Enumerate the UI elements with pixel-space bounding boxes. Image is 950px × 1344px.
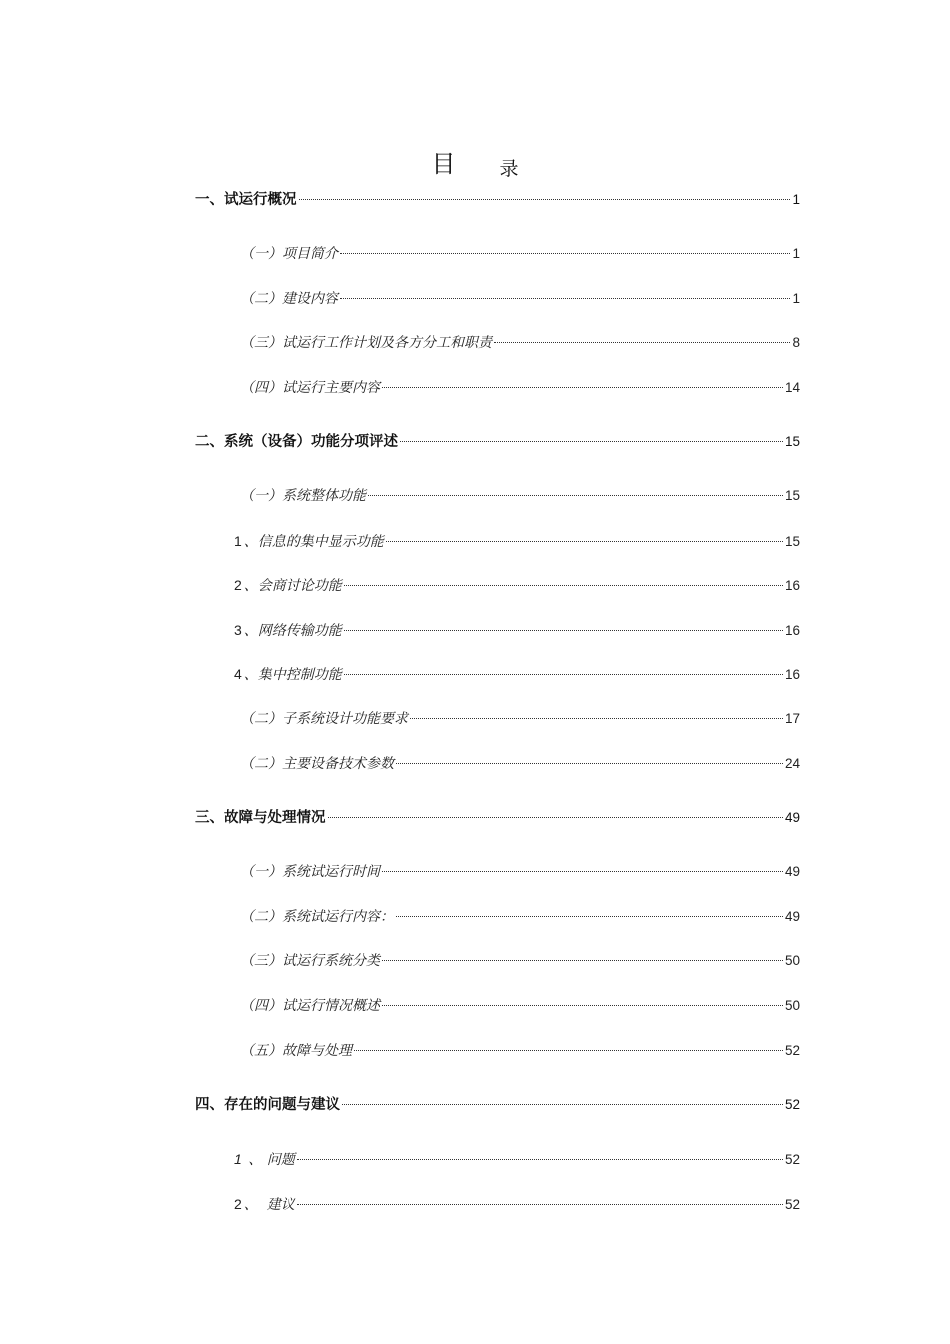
- dot-leader: [328, 817, 783, 818]
- toc-entry-page: 15: [784, 488, 800, 503]
- toc-entry-label: （四）试运行情况概述: [240, 998, 380, 1014]
- dot-leader: [410, 718, 783, 719]
- toc-entry-section-4[interactable]: [195, 1094, 800, 1116]
- toc-entry-item[interactable]: [234, 619, 800, 641]
- dot-leader: [382, 871, 783, 872]
- toc-entry-page: 1: [792, 246, 800, 261]
- toc-entry-label: 、 问题: [243, 1152, 295, 1168]
- toc-entry-page: 52: [784, 1097, 800, 1112]
- dot-leader: [354, 1050, 783, 1051]
- toc-entry-number: 1: [234, 1151, 242, 1167]
- toc-entry-label: 一、试运行概况: [195, 192, 297, 208]
- toc-entry-page: 16: [784, 623, 800, 638]
- toc-entry-section-3[interactable]: [195, 807, 800, 829]
- toc-entry-label: （三）试运行工作计划及各方分工和职责: [240, 335, 492, 351]
- toc-entry-subsection[interactable]: [240, 243, 800, 265]
- dot-leader: [382, 1005, 783, 1006]
- dot-leader: [396, 763, 783, 764]
- dot-leader: [344, 585, 783, 586]
- dot-leader: [344, 674, 783, 675]
- toc-entry-subsection[interactable]: [240, 950, 800, 972]
- toc-entry-page: 16: [784, 667, 800, 682]
- toc-title-char-2: 录: [499, 158, 519, 180]
- toc-entry-page: 8: [792, 335, 800, 350]
- toc-entry-item[interactable]: [234, 574, 800, 596]
- toc-entry-number: 1: [234, 533, 242, 549]
- toc-entry-number: 2: [234, 577, 242, 593]
- toc-entry-number: 3: [234, 622, 242, 638]
- toc-entry-page: 16: [784, 578, 800, 593]
- toc-entry-page: 1: [792, 291, 800, 306]
- dot-leader: [382, 387, 783, 388]
- toc-entry-label: （四）试运行主要内容: [240, 380, 380, 396]
- toc-entry-item[interactable]: [234, 530, 800, 552]
- toc-entry-label: （五）故障与处理: [240, 1043, 352, 1059]
- toc-entry-subsection[interactable]: [240, 708, 800, 730]
- toc-entry-label: （三）试运行系统分类: [240, 953, 380, 969]
- toc-entry-page: 52: [784, 1043, 800, 1058]
- toc-entry-label: 二、系统（设备）功能分项评述: [195, 434, 398, 450]
- toc-entry-label: （二）建设内容: [240, 291, 338, 307]
- toc-entry-label: 、信息的集中显示功能: [243, 534, 384, 550]
- dot-leader: [297, 1159, 783, 1160]
- toc-entry-label: （一）系统试运行时间: [240, 864, 380, 880]
- toc-entry-page: 50: [784, 998, 800, 1013]
- toc-entry-label: 、集中控制功能: [243, 667, 342, 683]
- toc-entry-page: 49: [784, 864, 800, 879]
- toc-entry-subsection[interactable]: [240, 906, 800, 928]
- dot-leader: [297, 1204, 783, 1205]
- toc-entry-subsection[interactable]: [240, 377, 800, 399]
- dot-leader: [342, 1104, 783, 1105]
- toc-entry-number: 2: [234, 1196, 242, 1212]
- toc-entry-label: 、 建议: [243, 1197, 295, 1213]
- toc-entry-subsection[interactable]: [240, 332, 800, 354]
- toc-entry-label: （二）系统试运行内容：: [240, 909, 394, 925]
- toc-entry-page: 17: [784, 711, 800, 726]
- toc-entry-section-2[interactable]: [195, 431, 800, 453]
- toc-entry-page: 49: [784, 810, 800, 825]
- toc-entry-page: 15: [784, 434, 800, 449]
- toc-entry-label: （二）子系统设计功能要求: [240, 711, 408, 727]
- toc-entry-item[interactable]: [234, 1193, 800, 1215]
- dot-leader: [494, 342, 790, 343]
- toc-entry-subsection[interactable]: [240, 861, 800, 883]
- dot-leader: [340, 298, 790, 299]
- toc-entry-page: 1: [792, 192, 800, 207]
- toc-entry-label: 三、故障与处理情况: [195, 810, 326, 826]
- toc-entry-page: 52: [784, 1197, 800, 1212]
- toc-entry-item[interactable]: [234, 663, 800, 685]
- toc-entry-label: （二）主要设备技术参数: [240, 756, 394, 772]
- toc-entry-page: 50: [784, 953, 800, 968]
- toc-entry-label: 、会商讨论功能: [243, 578, 342, 594]
- toc-title-char-1: 目: [431, 150, 456, 178]
- dot-leader: [400, 441, 783, 442]
- dot-leader: [386, 541, 783, 542]
- toc-entry-page: 24: [784, 756, 800, 771]
- dot-leader: [382, 960, 783, 961]
- toc-entry-label: 、网络传输功能: [243, 623, 342, 639]
- toc-entry-item[interactable]: [234, 1148, 800, 1170]
- toc-entry-page: 15: [784, 534, 800, 549]
- dot-leader: [344, 630, 783, 631]
- toc-entry-label: （一）项目简介: [240, 246, 338, 262]
- toc-entry-subsection[interactable]: [240, 753, 800, 775]
- toc-entry-label: 四、存在的问题与建议: [195, 1097, 340, 1113]
- toc-entry-number: 4: [234, 666, 242, 682]
- toc-entry-page: 49: [784, 909, 800, 924]
- toc-entry-subsection[interactable]: [240, 485, 800, 507]
- toc-entry-subsection[interactable]: [240, 1040, 800, 1062]
- toc-entry-label: （一）系统整体功能: [240, 488, 366, 504]
- toc-entry-section-1[interactable]: [195, 189, 800, 211]
- toc-entry-subsection[interactable]: [240, 995, 800, 1017]
- toc-entry-page: 14: [784, 380, 800, 395]
- dot-leader: [299, 199, 791, 200]
- toc-entry-subsection[interactable]: [240, 288, 800, 310]
- dot-leader: [340, 253, 790, 254]
- dot-leader: [396, 916, 783, 917]
- toc-entry-page: 52: [784, 1152, 800, 1167]
- dot-leader: [368, 495, 783, 496]
- toc-title: [0, 148, 950, 185]
